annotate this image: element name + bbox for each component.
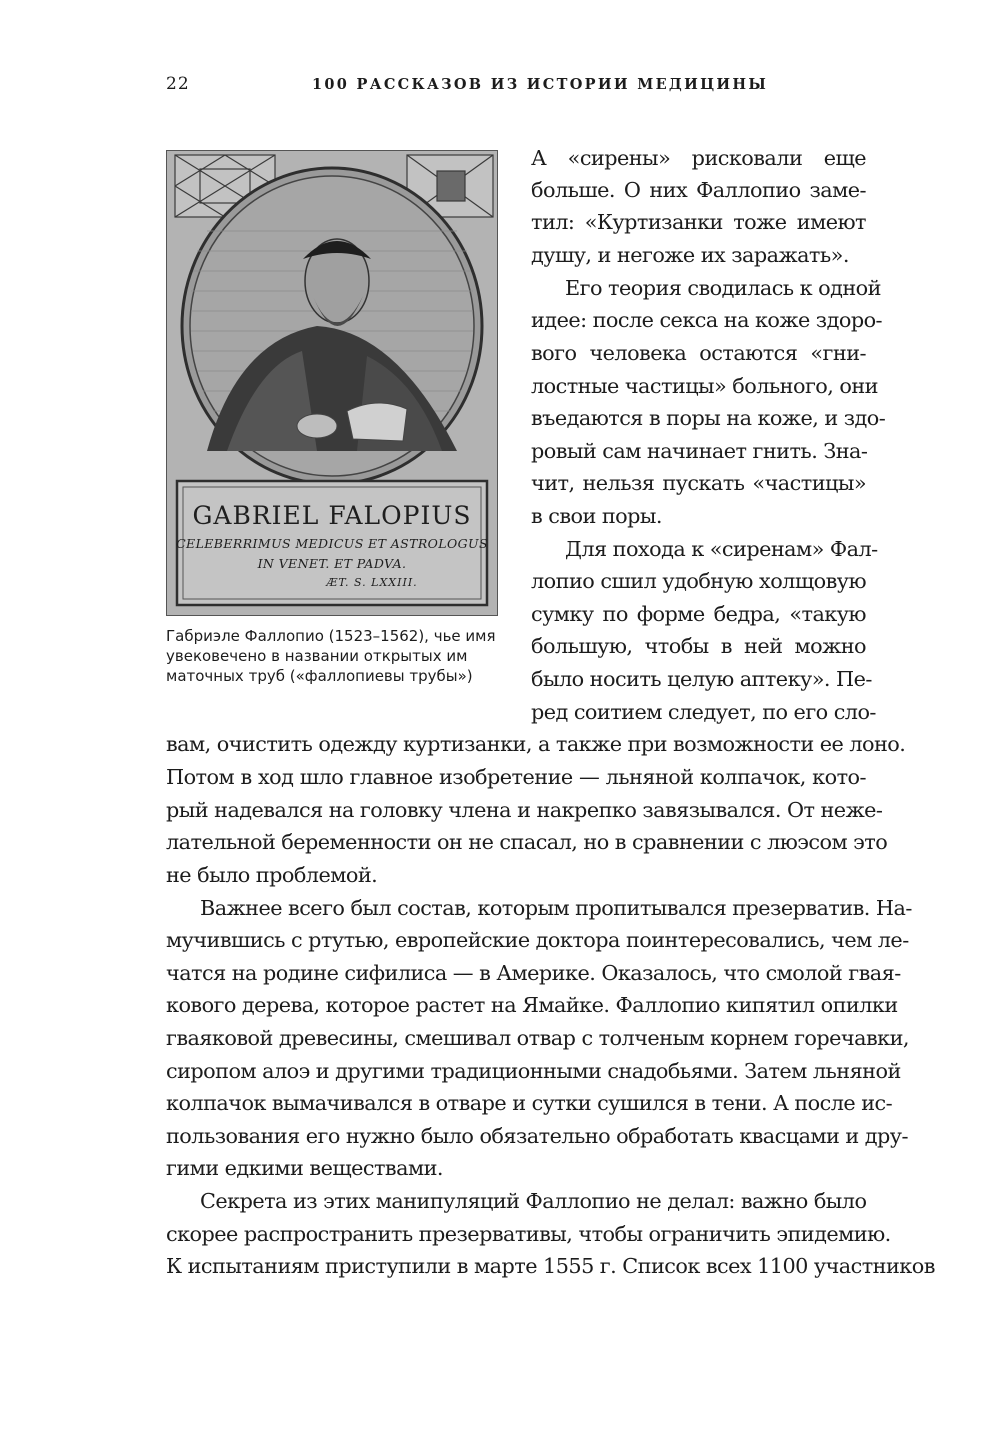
text-line: мучившись с ртутью, европейские доктора поинтересовались, чем ле- bbox=[166, 928, 909, 952]
text-line: идее: после секса на коже здоро- bbox=[531, 308, 883, 332]
text-line: кового дерева, которое растет на Ямайке. Фаллопио кипятил опилки bbox=[166, 993, 898, 1017]
text-line: вам, очистить одежду куртизанки, а также при возможности ее лоно. bbox=[166, 732, 906, 756]
plaque-place: IN VENET. ET PADVA. bbox=[257, 556, 407, 571]
text-line: гими едкими веществами. bbox=[166, 1156, 443, 1180]
text-line: не было проблемой. bbox=[166, 863, 378, 887]
plaque-age: ÆT. S. LXXIII. bbox=[326, 576, 418, 589]
text-line: колпачок вымачивался в отваре и сутки сушился в тени. А после ис- bbox=[166, 1091, 893, 1115]
text-line: А «сирены» рисковали еще bbox=[531, 146, 866, 170]
running-header bbox=[166, 74, 866, 100]
portrait-engraving bbox=[166, 150, 498, 616]
text-line: скорее распространить презервативы, чтобы ограничить эпидемию. bbox=[166, 1222, 891, 1246]
text-line: душу, и негоже их заражать». bbox=[531, 243, 849, 267]
text-line: гваяковой древесины, смешивал отвар с толченым корнем горечавки, bbox=[166, 1026, 909, 1050]
page-number: 22 bbox=[166, 74, 190, 94]
text-line: Секрета из этих манипуляций Фаллопио не делал: важно было bbox=[200, 1189, 867, 1213]
text-line: было носить целую аптеку». Пе- bbox=[531, 667, 872, 691]
text-line: в свои поры. bbox=[531, 504, 662, 528]
text-line: тил: «Куртизанки тоже имеют bbox=[531, 210, 866, 234]
figure-caption bbox=[166, 626, 502, 686]
text-line: Его теория сводилась к одной bbox=[565, 276, 881, 300]
text-line: пользования его нужно было обязательно обработать квасцами и дру- bbox=[166, 1124, 908, 1148]
text-line: лостные частицы» больного, они bbox=[531, 374, 878, 398]
text-line: Для похода к «сиренам» Фал- bbox=[565, 537, 878, 561]
text-line: Важнее всего был состав, которым пропитывался презерватив. На- bbox=[200, 896, 912, 920]
caption-line: маточных труб («фаллопиевы трубы») bbox=[166, 667, 473, 685]
text-line: ровый сам начинает гнить. Зна- bbox=[531, 439, 868, 463]
running-title: 100 РАССКАЗОВ ИЗ ИСТОРИИ МЕДИЦИНЫ bbox=[312, 76, 769, 93]
text-line: лопио сшил удобную холщовую bbox=[531, 569, 866, 593]
text-line: чит, нельзя пускать «частицы» bbox=[531, 471, 866, 495]
plaque-name: GABRIEL FALOPIUS bbox=[192, 501, 472, 530]
text-line: сумку по форме бедра, «такую bbox=[531, 602, 866, 626]
plaque-title: CELEBERRIMUS MEDICUS ET ASTROLOGUS bbox=[176, 536, 488, 551]
caption-line: Габриэле Фаллопио (1523–1562), чье имя bbox=[166, 627, 496, 645]
text-line: сиропом алоэ и другими традиционными снадобьями. Затем льняной bbox=[166, 1059, 901, 1083]
text-line: К испытаниям приступили в марте 1555 г. Список всех 1100 участников bbox=[166, 1254, 935, 1278]
text-line: ред соитием следует, по его сло- bbox=[531, 700, 876, 724]
text-line: вого человека остаются «гни- bbox=[531, 341, 866, 365]
text-line: лательной беременности он не спасал, но в сравнении с люэсом это bbox=[166, 830, 888, 854]
text-line: Потом в ход шло главное изобретение — льняной колпачок, кото- bbox=[166, 765, 866, 789]
text-line: въедаются в поры на коже, и здо- bbox=[531, 406, 886, 430]
text-line: рый надевался на головку члена и накрепко завязывался. От неже- bbox=[166, 798, 883, 822]
text-line: чатся на родине сифилиса — в Америке. Оказалось, что смолой гвая- bbox=[166, 961, 901, 985]
caption-line: увековечено в названии открытых им bbox=[166, 647, 468, 665]
text-line: больше. О них Фаллопио заме- bbox=[531, 178, 866, 202]
text-line: большую, чтобы в ней можно bbox=[531, 634, 866, 658]
